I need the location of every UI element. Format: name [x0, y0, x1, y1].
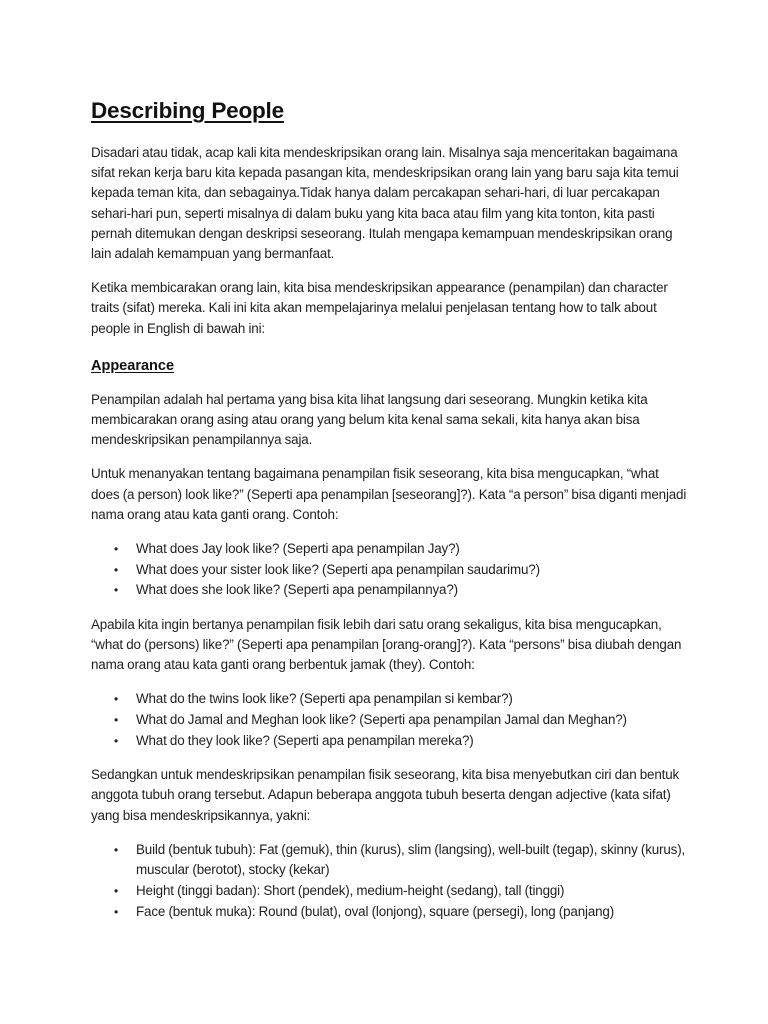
list-item-text: What do Jamal and Meghan look like? (Seperti apa penampilan Jamal dan Meghan?) — [136, 712, 627, 728]
list-item — [91, 580, 688, 601]
body-parts-adjective-list — [91, 840, 688, 922]
list-item-text: What does your sister look like? (Seperti apa penampilan saudarimu?) — [136, 561, 540, 577]
bullet-icon: • — [114, 562, 119, 577]
list-item — [91, 710, 688, 731]
intro-paragraph-2: Ketika membicarakan orang lain, kita bisa mendeskripsikan appearance (penampilan) dan character traits (sifat) mereka. Kali ini kita akan mempelajarinya melalui penjelasan tentang how to talk about people in English di bawah ini: — [91, 280, 668, 336]
list-item-text: Face (bentuk muka): Round (bulat), oval (lonjong), square (persegi), long (panjang) — [136, 903, 615, 919]
list-item-text: Height (tinggi badan): Short (pendek), medium-height (sedang), tall (tinggi) — [136, 883, 565, 899]
list-item-text: What do the twins look like? (Seperti apa penampilan si kembar?) — [136, 691, 513, 707]
appearance-paragraph-1: Penampilan adalah hal pertama yang bisa kita lihat langsung dari seseorang. Mungkin ketika kita membicarakan orang asing atau orang yang belum kita kenal sama sekali, kita hanya akan bisa mendeskripsikan penampilannya saja. — [91, 391, 648, 448]
list-item — [91, 539, 688, 560]
list-item-text: What does she look like? (Seperti apa penampilannya?) — [136, 582, 458, 598]
intro-paragraph-1: Disadari atau tidak, acap kali kita mendeskripsikan orang lain. Misalnya saja menceritakan bagaimana sifat rekan kerja baru kita kepada pasangan kita, mendeskripsikan orang lain yang baru saja kita temui kepada teman kita, dan sebagainya.Tidak hanya dalam percakapan sehari-hari, di luar percakapan sehari-hari pun, seperti misalnya di dalam buku yang kita baca atau film yang kita tonton, kita pasti pernah ditemukan dengan deskripsi seseorang. Itulah mengapa kemampuan mendeskripsikan orang lain adalah kemampuan yang bermanfaat. — [91, 145, 679, 262]
list-item — [91, 731, 688, 752]
bullet-icon: • — [114, 692, 119, 707]
bullet-icon: • — [114, 904, 119, 919]
appearance-paragraph-2: Untuk menanyakan tentang bagaimana penampilan fisik seseorang, kita bisa mengucapkan, “what does (a person) look like?” (Seperti apa penampilan [seseorang]?). Kata “a person” bisa diganti menjadi nama orang atau kata ganti orang. Contoh: — [91, 466, 687, 522]
list-item — [91, 560, 688, 581]
appearance-paragraph-3: Apabila kita ingin bertanya penampilan fisik lebih dari satu orang sekaligus, kita bisa mengucapkan, “what do (persons) like?” (Seperti apa penampilan [orang-orang]?). Kata “persons” bisa diubah dengan nama orang atau kata ganti orang berbentuk jamak (they). Contoh: — [91, 616, 682, 673]
bullet-icon: • — [114, 884, 119, 899]
bullet-icon: • — [114, 713, 119, 728]
list-item-text: What does Jay look like? (Seperti apa penampilan Jay?) — [136, 541, 460, 557]
list-item — [91, 881, 688, 902]
bullet-icon: • — [114, 583, 119, 598]
list-item — [91, 840, 688, 881]
bullet-icon: • — [114, 842, 119, 857]
bullet-icon: • — [114, 542, 119, 557]
list-item-text: What do they look like? (Seperti apa penampilan mereka?) — [136, 732, 474, 748]
list-item — [91, 689, 688, 710]
question-list-plural — [91, 689, 688, 751]
list-item-text: Build (bentuk tubuh): Fat (gemuk), thin (kurus), slim (langsing), well-built (tegap), skinny (kurus), muscular (berotot), stocky (kekar) — [136, 841, 686, 878]
list-item — [91, 902, 688, 923]
section-heading-appearance: Appearance — [91, 357, 175, 374]
question-list-singular — [91, 539, 688, 601]
appearance-paragraph-4: Sedangkan untuk mendeskripsikan penampilan fisik seseorang, kita bisa menyebutkan ciri dan bentuk anggota tubuh orang tersebut. Adapun beberapa anggota tubuh beserta dengan adjective (kata sifat) yang bisa mendeskripsikannya, yakni: — [91, 767, 680, 823]
document-title: Describing People — [91, 98, 284, 123]
bullet-icon: • — [114, 733, 119, 748]
